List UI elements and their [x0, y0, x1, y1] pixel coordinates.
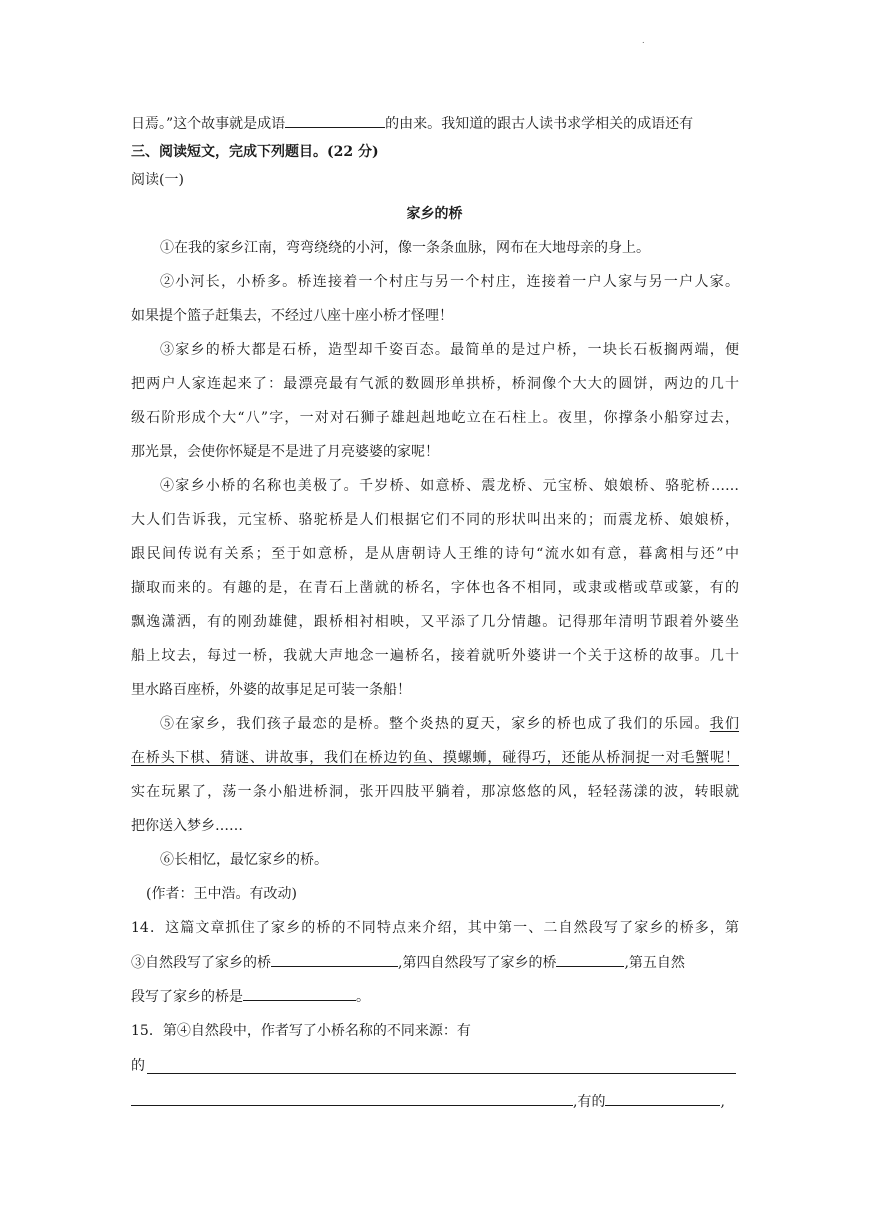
paragraph-4-line-1: ④家乡小桥的名称也美极了。千岁桥、如意桥、震龙桥、元宝桥、娘娘桥、骆驼桥……	[160, 478, 739, 494]
answer-blank[interactable]	[285, 113, 385, 128]
question-14-line-1: 14．这篇文章抓住了家乡的桥的不同特点来介绍，其中第一、二自然段写了家乡的桥多，第	[131, 920, 739, 936]
answer-blank[interactable]	[271, 952, 398, 967]
intro-line	[131, 113, 739, 134]
reading-label: 阅读(一)	[131, 172, 184, 188]
paragraph-5-line-1	[160, 714, 739, 734]
q14-text-d: 段写了家乡的桥是	[131, 989, 243, 1005]
paragraph-2-line-1: ②小河长，小桥多。桥连接着一个村庄与另一个村庄，连接着一户人家与另一户人家。	[160, 274, 739, 290]
paragraph-6: ⑥长相忆，最忆家乡的桥。	[160, 852, 328, 868]
question-14-line-2	[131, 952, 739, 973]
author-note: (作者：王中浩。有改动)	[146, 886, 297, 902]
question-15-line-3	[131, 1091, 739, 1112]
answer-blank[interactable]	[556, 952, 624, 967]
q15-text-c: ,	[720, 1094, 725, 1110]
paragraph-4-line-7: 里水路百座桥，外婆的故事足足可装一条船！	[131, 682, 411, 698]
question-15-line-1: 15．第④自然段中，作者写了小桥名称的不同来源：有	[131, 1023, 471, 1039]
paragraph-3-line-3: 级石阶形成个大“八”字，一对对石狮子雄赳赳地屹立在石柱上。夜里，你撑条小船穿过去，	[131, 410, 739, 426]
paragraph-2-line-2: 如果提个篮子赶集去，不经过八座十座小桥才怪哩！	[131, 308, 453, 324]
underlined-sentence-start: 我们	[709, 716, 740, 732]
answer-blank[interactable]	[605, 1091, 720, 1106]
paragraph-5-text: ⑤在家乡，我们孩子最恋的是桥。整个炎热的夏天，家乡的桥也成了我们的乐园。	[160, 716, 710, 732]
paragraph-4-line-3: 跟民间传说有关系；至于如意桥，是从唐朝诗人王维的诗句“流水如有意，暮禽相与还”中	[131, 546, 739, 562]
header-dot: .	[642, 36, 645, 45]
article-title: 家乡的桥	[406, 206, 463, 222]
question-14-line-3	[131, 986, 739, 1007]
paragraph-3-line-2: 把两户人家连起来了：最漂亮最有气派的数圆形单拱桥，桥洞像个大大的圆饼，两边的几十	[131, 376, 739, 392]
paragraph-4-line-5: 飘逸潇洒，有的刚劲雄健，跟桥相衬相映，又平添了几分情趣。记得那年清明节跟着外婆坐	[131, 614, 739, 630]
intro-text-b: 的由来。我知道的跟古人读书求学相关的成语还有	[385, 116, 694, 132]
paragraph-3-line-1: ③家乡的桥大都是石桥，造型却千姿百态。最简单的是过户桥，一块长石板搁两端，便	[160, 342, 739, 358]
paragraph-4-line-4: 撷取而来的。有趣的是，在青石上凿就的桥名，字体也各不相同，或隶或楷或草或篆，有的	[131, 580, 739, 596]
section-heading: 三、阅读短文，完成下列题目。(22 分)	[131, 144, 379, 160]
paragraph-4-line-6: 船上坟去，每过一桥，我就大声地念一遍桥名，接着就听外婆讲一个关于这桥的故事。几十	[131, 648, 739, 664]
q15-text-b: ,有的	[573, 1094, 606, 1110]
answer-blank[interactable]	[131, 1091, 573, 1106]
intro-text-a: 日焉。”这个故事就是成语	[131, 116, 286, 132]
paragraph-5-line-4: 把你送入梦乡……	[131, 818, 243, 834]
paragraph-3-line-4: 那光景，会使你怀疑是不是进了月亮婆婆的家呢！	[131, 444, 439, 460]
q14-text-a: ③自然段写了家乡的桥	[131, 955, 271, 971]
q14-text-e: 。	[356, 989, 370, 1005]
answer-line[interactable]	[147, 1073, 736, 1074]
paragraph-5-line-3: 实在玩累了，荡一条小船进桥洞，张开四肢平躺着，那凉悠悠的风，轻轻荡漾的波，转眼就	[131, 784, 739, 800]
paragraph-1: ①在我的家乡江南，弯弯绕绕的小河，像一条条血脉，网布在大地母亲的身上。	[160, 240, 650, 256]
paragraph-4-line-2: 大人们告诉我，元宝桥、骆驼桥是人们根据它们不同的形状叫出来的；而震龙桥、娘娘桥，	[131, 512, 739, 528]
q14-text-b: ,第四自然段写了家乡的桥	[398, 955, 557, 971]
q14-text-c: ,第五自然	[624, 955, 685, 971]
answer-blank[interactable]	[243, 986, 356, 1001]
q15-text-a: 的	[131, 1058, 145, 1074]
underlined-sentence: 在桥头下棋、猜谜、讲故事，我们在桥边钓鱼、摸螺蛳，碰得巧，还能从桥洞捉一对毛蟹呢！	[131, 750, 739, 766]
